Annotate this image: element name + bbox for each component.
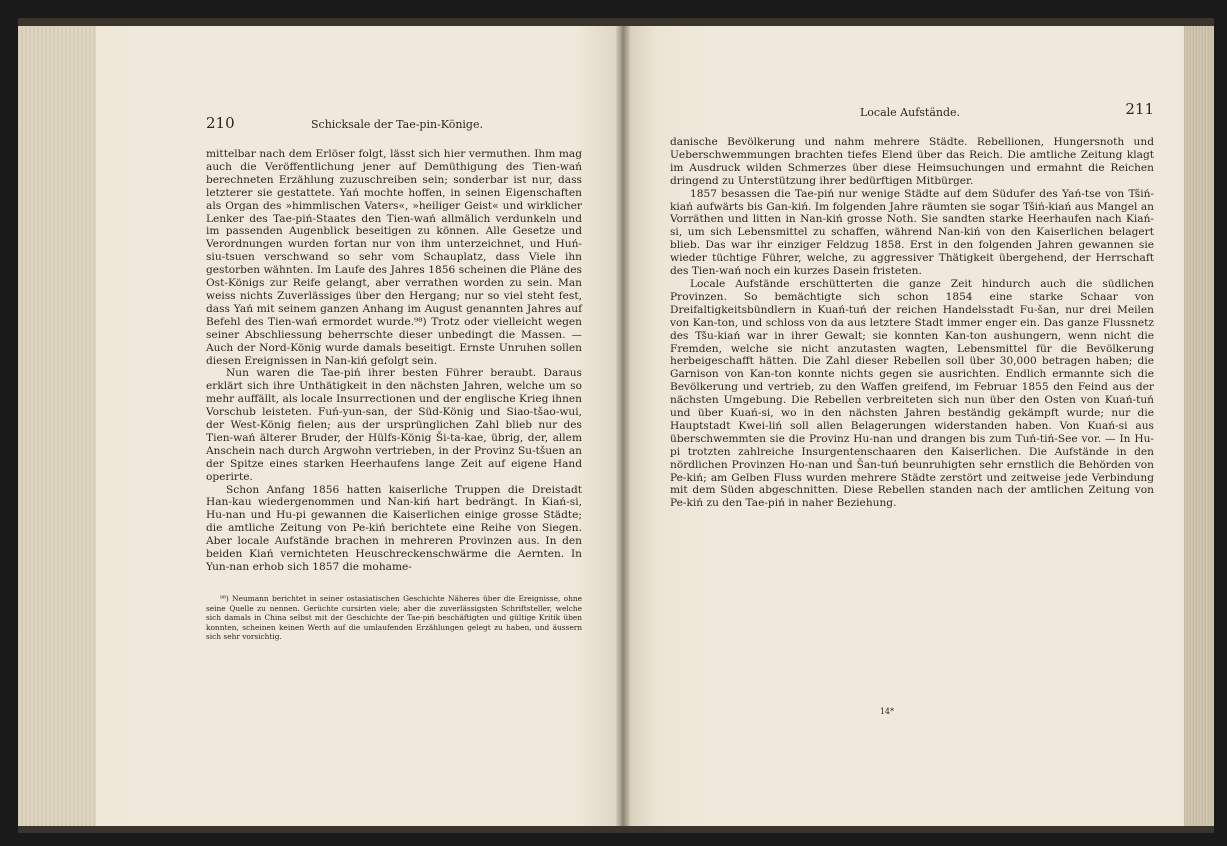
- left-header: [206, 116, 582, 142]
- paragraph: Nun waren die Tae-piń ihrer besten Führer beraubt. Daraus erklärt sich ihre Unthätigkeit in den nächsten Jahren, welche um so mehr auffällt, als locale Insurrectionen und der englische Krieg ihnen Vorschub leisteten. Fuń-yun-san, der Süd-König und Siao-tšao-wui, der West-König fielen; aus der ursprünglichen Zahl blieb nur des Tien-wań älterer Bruder, der Hülfs-König Ši-ta-kae, übrig, der, allem Anschein nach durch Argwohn vertrieben, in der Provinz Su-tšuen an der Spitze eines starken Heerhaufens lange Zeit auf eigene Hand operirte.: [206, 367, 582, 483]
- paragraph: mittelbar nach dem Erlöser folgt, lässt sich hier vermuthen. Ihm mag auch die Veröffentlichung jener auf Demüthigung des Tien-wań berechneten Erzählung zuzuschreiben sein; sonderbar ist nur, dass letzterer sie gestattete. Yań mochte hoffen, in seinen Eigenschaften als Organ des »himmlischen Vaters«, »heiliger Geist« und wirklicher Lenker des Tae-piń-Staates den Tien-wań allmälich verdunkeln und im passenden Augenblick beseitigen zu können. Alle Gesetze und Verordnungen wurden fortan nur von ihm unterzeichnet, und Huń-siu-tsuen verschwand so sehr vom Schauplatz, dass Viele ihn gestorben wähnten. Im Laufe des Jahres 1856 scheinen die Pläne des Ost-Königs zur Reife gelangt, aber verrathen worden zu sein. Man weiss nichts Zuverlässiges über den Hergang; nur so viel steht fest, dass Yań mit seinem ganzen Anhang im August genannten Jahres auf Befehl des Tien-wań ermordet wurde.⁹⁸) Trotz oder vielleicht wegen seiner Abschliessung beherrschte dieser unbedingt die Massen. — Auch der Nord-König wurde damals beseitigt. Ernste Unruhen sollen diesen Ereignissen in Nan-kiń gefolgt sein.: [206, 148, 582, 367]
- right-header: [670, 100, 1154, 130]
- paragraph: 1857 besassen die Tae-piń nur wenige Städte auf dem Südufer des Yań-tse von Tšiń-kiań aufwärts bis Gan-kiń. Im folgenden Jahre räumten sie sogar Tšiń-kiań aus Mangel an Vorräthen und litten in Nan-kiń grosse Noth. Sie sandten starke Heerhaufen nach Kiań-si, um sich Lebensmittel zu schaffen, während Nan-kiń von den Kaiserlichen belagert blieb. Das war ihr einziger Feldzug 1858. Erst in den folgenden Jahren gewannen sie wieder tüchtige Führer, welche, zu aggressiver Thätigkeit übergehend, der Herrschaft des Tien-wań noch ein kurzes Dasein fristeten.: [670, 187, 1154, 278]
- signature-mark: 14*: [879, 707, 894, 716]
- left-page: [18, 26, 622, 826]
- paragraph: danische Bevölkerung und nahm mehrere Städte. Rebellionen, Hungersnoth und Ueberschwemmungen brachten tiefes Elend über das Reich. Die amtliche Zeitung klagt im Ausdruck wilden Schmerzes über diese Heimsuchungen und ermahnt die Reichen dringend zu Unterstützung ihrer bedürftigen Mitbürger.: [670, 136, 1154, 187]
- page-number-right: 211: [1125, 100, 1154, 118]
- right-page: [622, 26, 1214, 826]
- running-head-right: Locale Aufstände.: [860, 106, 961, 119]
- right-body-text: [670, 136, 1154, 510]
- footnote-text: ⁹⁸) Neumann berichtet in seiner ostasiatischen Geschichte Näheres über die Ereignisse, ohne seine Quelle zu nennen. Gerüchte cursirten viele; aber die zuverlässigsten Schriftsteller, welche sich damals in China selbst mit der Geschichte der Tae-piń beschäftigten und gültige Kritik üben konnten, scheinen keinen Werth auf die umlaufenden Erzählungen gelegt zu haben, und äussern sich sehr vorsichtig.: [206, 593, 582, 642]
- page-edges-left: [18, 26, 96, 826]
- paragraph: Locale Aufstände erschütterten die ganze Zeit hindurch auch die südlichen Provinzen. So bemächtigte sich schon 1854 eine starke Schaar von Dreifaltigkeitsbündlern in Kuań-tuń der reichen Handelsstadt Fu-šan, nur drei Meilen von Kan-ton, und schloss von da aus letztere Stadt immer enger ein. Das ganze Flussnetz des Tšu-kiań war in ihrer Gewalt; sie konnten Kan-ton aushungern, wenn nicht die Fremden, welche sie nicht anzutasten wagten, Lebensmittel für die Bevölkerung herbeigeschafft hätten. Die Zahl dieser Rebellen soll über 30,000 betragen haben; die Garnison von Kan-ton konnte nichts gegen sie ausrichten. Endlich ermannte sich die Bevölkerung und vertrieb, zu den Waffen greifend, im Februar 1855 den Feind aus der nächsten Umgebung. Die Rebellen verbreiteten sich nun über den Osten von Kuań-tuń und über Kuań-si, wo in den nächsten Jahren beständig gekämpft wurde; nur die Hauptstadt Kwei-liń soll allen Belagerungen widerstanden haben. Von Kuań-si aus überschwemmten sie die Provinz Hu-nan und drangen bis zum Tuń-tiń-See vor. — In Hu-pi trotzten zahlreiche Insurgentenschaaren den Kaiserlichen. Die Aufstände in den nördlichen Provinzen Ho-nan und Šan-tuń beunruhigten sehr ernstlich die Behörden von Pe-kiń; am Gelben Fluss wurden mehrere Städte zerstört und zeitweise jede Verbindung mit dem Süden abgeschnitten. Diese Rebellen standen nach der amtlichen Zeitung von Pe-kiń zu den Tae-piń in naher Beziehung.: [670, 277, 1154, 510]
- running-head-left: Schicksale der Tae-pin-Könige.: [311, 118, 483, 131]
- page-edges-right: [1184, 26, 1214, 826]
- left-body-text: [206, 148, 582, 574]
- page-number-left: 210: [206, 114, 235, 132]
- paragraph: Schon Anfang 1856 hatten kaiserliche Truppen die Dreistadt Han-kau wiedergenommen und Nan-kiń hart bedrängt. In Kiań-si, Hu-nan und Hu-pi gewannen die Kaiserlichen einige grosse Städte; die amtliche Zeitung von Pe-kiń berichtete eine Reihe von Siegen. Aber locale Aufstände brachen in mehreren Provinzen aus. In den beiden Kiań vernichteten Heuschreckenschwärme die Aernten. In Yun-nan erhob sich 1857 die mohame-: [206, 483, 582, 573]
- footnote: [206, 594, 582, 642]
- book-gutter: [616, 26, 630, 826]
- open-book: [18, 18, 1214, 833]
